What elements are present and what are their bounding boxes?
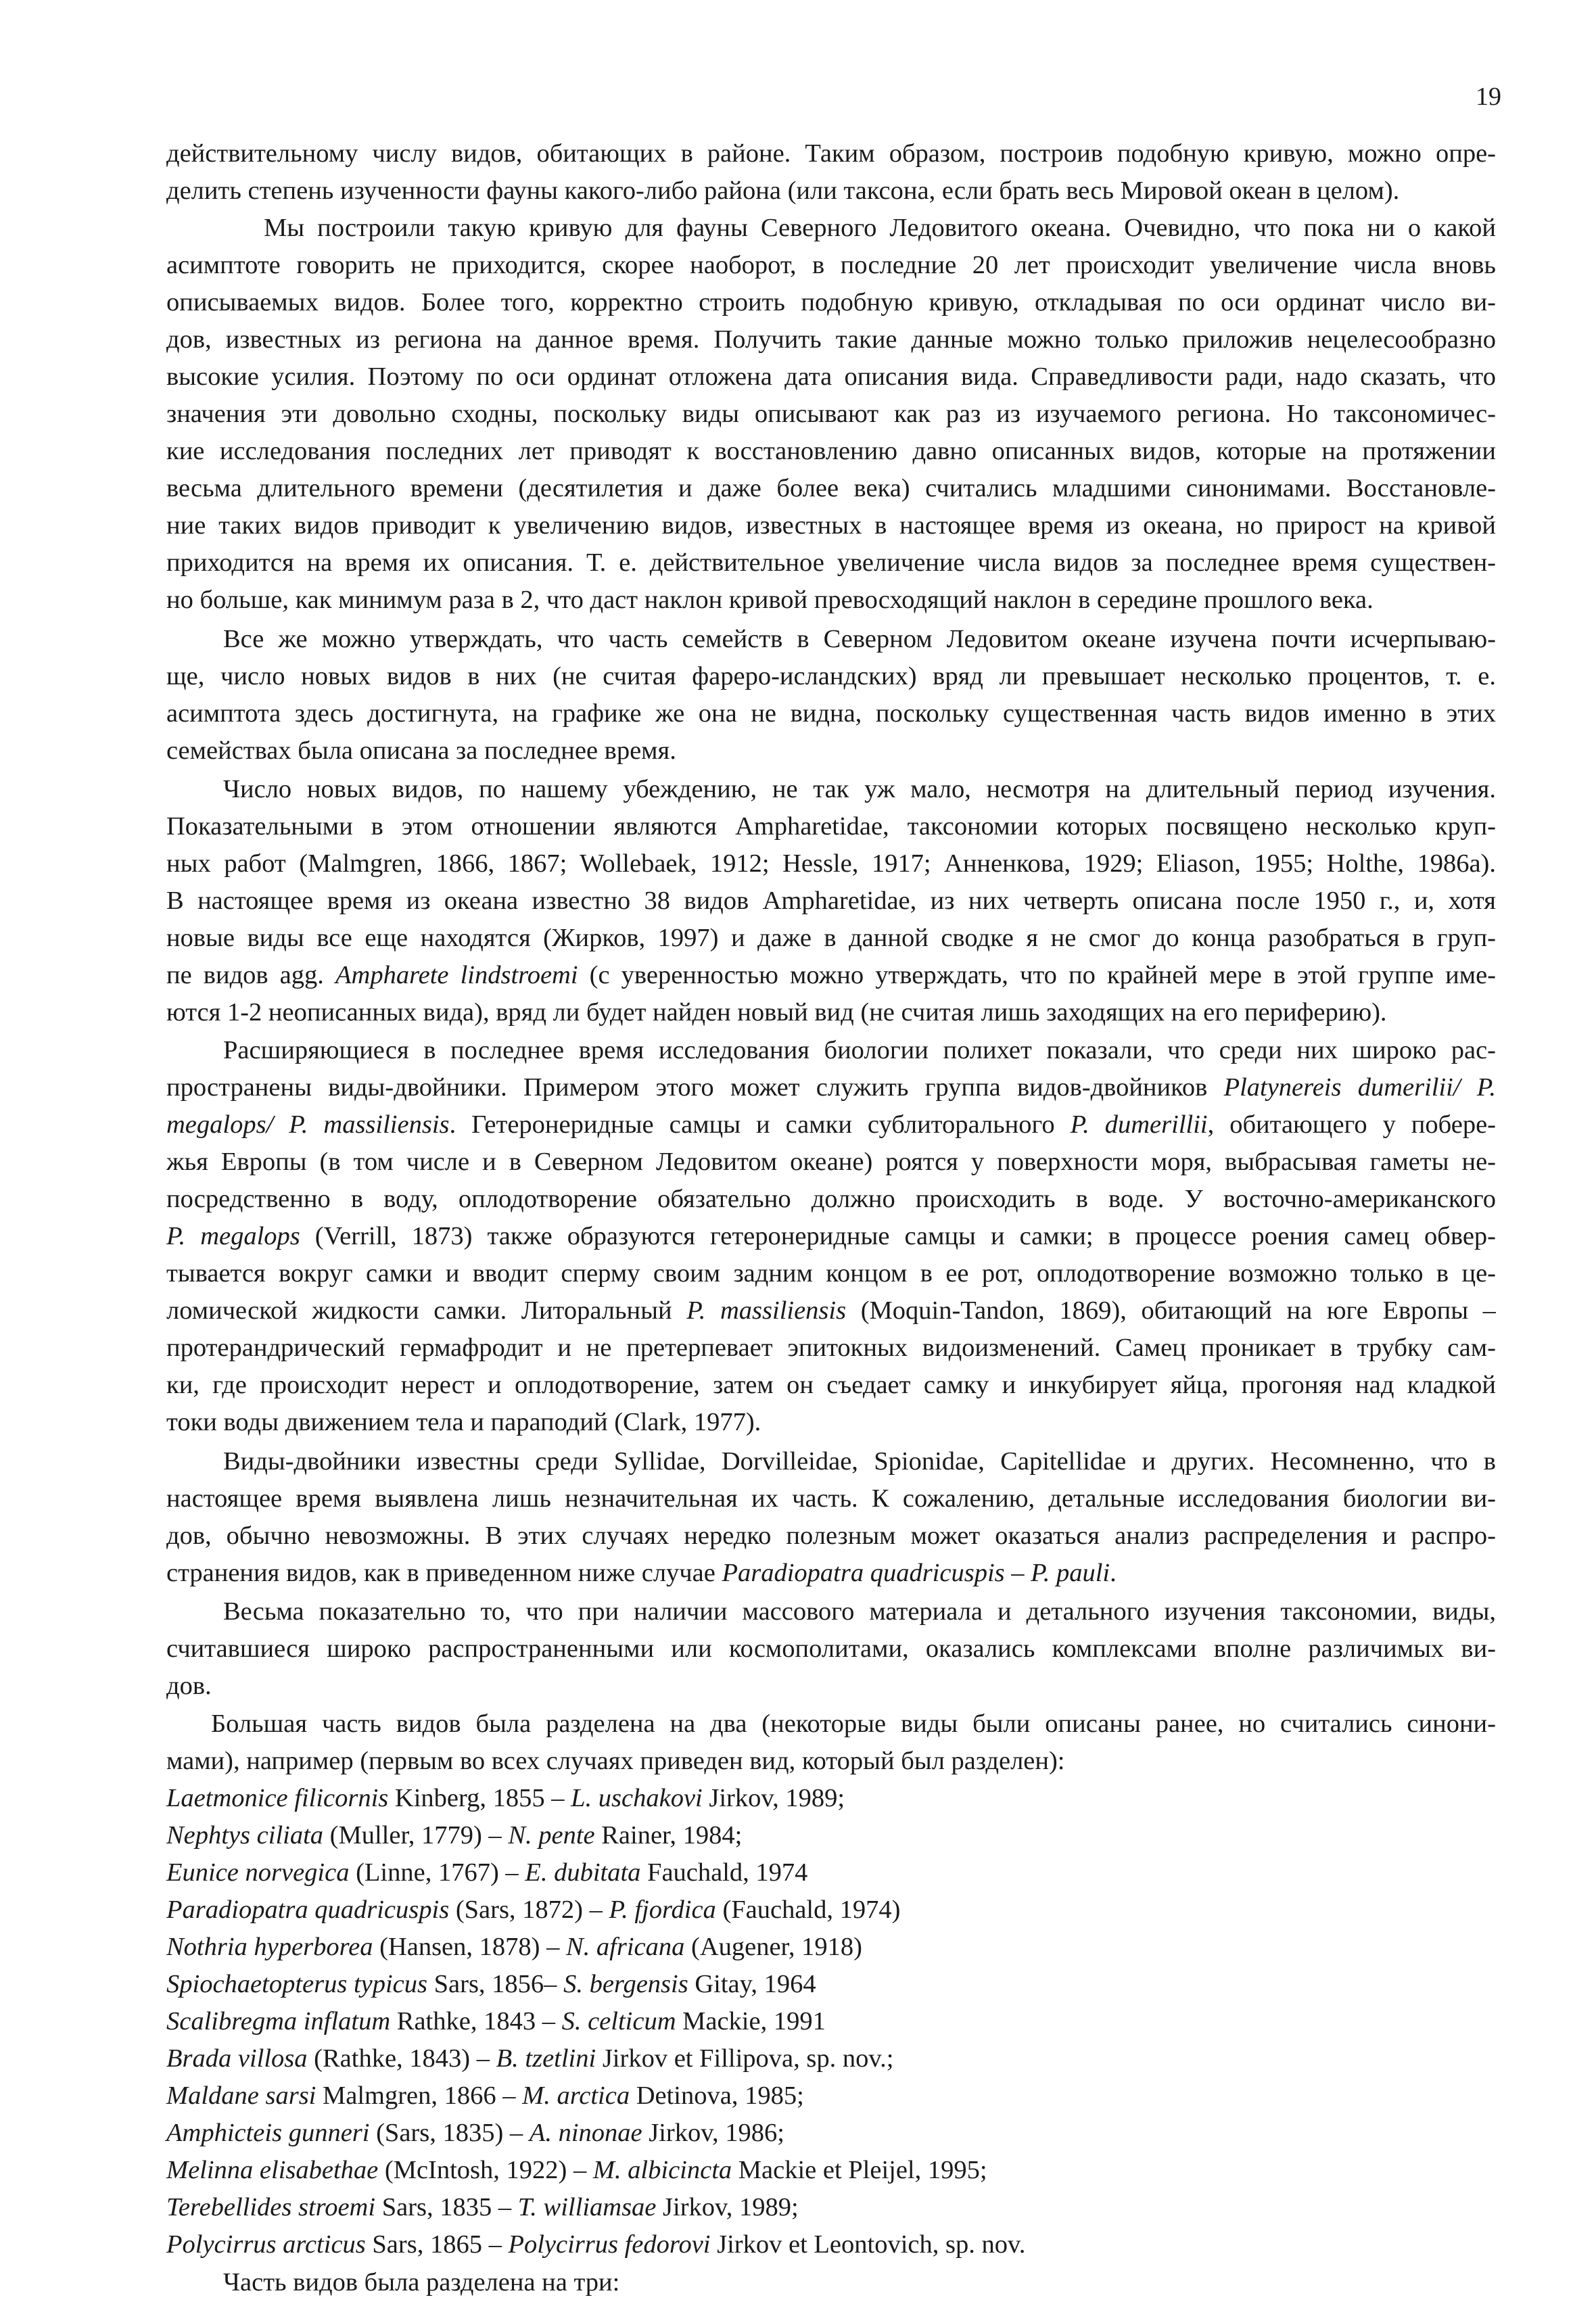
taxon-name: Brada villosa (166, 2044, 308, 2073)
taxon-name: T. williamsae (517, 2193, 657, 2221)
paragraph-2 (166, 210, 1496, 619)
text-span: , обитающего у побере- (1207, 1110, 1496, 1139)
taxon-name: Scalibregma inflatum (166, 2007, 391, 2036)
list-item (166, 2115, 1496, 2152)
taxon-name: P. massiliensis (686, 1296, 847, 1325)
text-line: ются 1-2 неописанных вида), вряд ли будет найден новый вид (не считая лишь заходящих на его периферию). (166, 998, 1387, 1027)
list-item (166, 1780, 1496, 1817)
text-line (166, 1292, 1496, 1330)
authority: Sars, 1865 – (365, 2230, 509, 2259)
authority: Kinberg, 1855 – (388, 1784, 571, 1812)
taxon-name: Polycirrus arcticus (166, 2230, 366, 2259)
page-number: 19 (1476, 83, 1501, 111)
taxon-name: P. dumerillii (1070, 1110, 1208, 1139)
taxon-name: P. fjordica (609, 1896, 716, 1924)
text-line: ки, где происходит нерест и оплодотворение, затем он съедает самку и инкубирует яйца, прогоняя над кладкой (166, 1371, 1496, 1399)
taxon-name: Platynereis dumerilii/ P. (1223, 1073, 1496, 1102)
paragraph-9 (166, 2264, 1496, 2301)
text-line: значения эти довольно сходны, поскольку виды описывают как раз из изучаемого региона. Но таксономичес- (166, 400, 1496, 428)
taxon-name: Ampharete lindstroemi (335, 961, 578, 989)
taxon-name: megalops/ P. massiliensis (166, 1110, 450, 1139)
text-line: дов, обычно невозможны. В этих случаях нередко полезным может оказаться анализ распределения и распро- (166, 1522, 1496, 1550)
text-line: ще, число новых видов в них (не считая фареро-исландских) вряд ли превышает несколько процентов, т. е. (166, 662, 1496, 690)
text-line: описываемых видов. Более того, корректно строить подобную кривую, откладывая по оси ординат число ви- (166, 288, 1496, 316)
authority: Malmgren, 1866 – (316, 2081, 523, 2110)
species-list (166, 1780, 1496, 2263)
authority: (Linne, 1767) – (349, 1858, 525, 1887)
text-span: странения видов, как в приведенном ниже случае (166, 1559, 722, 1587)
taxon-name: N. africana (565, 1933, 685, 1961)
text-line (166, 957, 1496, 994)
list-item (166, 2003, 1496, 2040)
text-line (166, 1069, 1496, 1106)
text-span: (с уверенностью можно утверждать, что по крайней мере в этой группе име- (578, 961, 1496, 989)
authority: Fauchald, 1974 (640, 1858, 808, 1887)
text-span: . Гетеронеридные самцы и самки сублиторального (449, 1110, 1071, 1139)
authority: Detinova, 1985; (630, 2081, 804, 2110)
taxon-name: Nephtys ciliata (166, 1821, 324, 1850)
authority: Jirkov, 1986; (642, 2119, 784, 2147)
list-item (166, 2189, 1496, 2226)
taxon-name: S. bergensis (563, 1970, 688, 1998)
paragraph-4 (166, 771, 1496, 1031)
text-line: настоящее время выявлена лишь незначительная их часть. К сожалению, детальные исследования биологии ви- (166, 1484, 1496, 1513)
authority: Rathke, 1843 – (390, 2007, 562, 2036)
text-line: дов, известных из региона на данное время. Получить такие данные можно только приложив нецелесообразно (166, 325, 1496, 354)
text-line: мами), например (первым во всех случаях приведен вид, который был разделен): (166, 1747, 1065, 1775)
paragraph-5 (166, 1032, 1496, 1441)
taxon-name: Paradiopatra quadricuspis – P. pauli (722, 1559, 1110, 1587)
text-line: приходится на время их описания. Т. е. действительное увеличение числа видов за последнее время существен- (166, 548, 1496, 577)
text-line: кие исследования последних лет приводят к восстановлению давно описанных видов, которые на протяжении (166, 437, 1496, 465)
text-line: Мы построили такую кривую для фауны Северного Ледовитого океана. Очевидно, что пока ни о какой (264, 214, 1496, 242)
text-span: (Verrill, 1873) также образуются гетеронеридные самцы и самки; в процессе роения самец обвер- (300, 1222, 1496, 1250)
text-line: Виды-двойники известны среди Syllidae, Dorvilleidae, Spionidae, Capitellidae и других. Несомненно, что в (223, 1447, 1496, 1476)
taxon-name: B. tzetlini (496, 2044, 596, 2073)
authority: (Rathke, 1843) – (307, 2044, 496, 2073)
text-line: ных работ (Malmgren, 1866, 1867; Wollebaek, 1912; Hessle, 1917; Анненкова, 1929; Eliason, 1955; Holthe, 1986a). (166, 849, 1496, 878)
text-line: но больше, как минимум раза в 2, что даст наклон кривой превосходящий наклон в середине прошлого века. (166, 586, 1374, 614)
list-item (166, 1854, 1496, 1891)
text-line: жья Европы (в том числе и в Северном Ледовитом океане) роятся у поверхности моря, выбрасывая гаметы не- (166, 1148, 1496, 1176)
text-line: Показательными в этом отношении являются Ampharetidae, таксономии которых посвящено несколько круп- (166, 812, 1496, 841)
taxon-name: Polycirrus fedorovi (508, 2230, 711, 2259)
text-line: токи воды движением тела и параподий (Clark, 1977). (166, 1408, 761, 1436)
paragraph-8 (166, 1705, 1496, 1780)
text-line: протерандрический гермафродит и не претерпевает эпитокных видоизменений. Самец проникает в трубку сам- (166, 1334, 1496, 1362)
authority: (Sars, 1872) – (449, 1896, 609, 1924)
text-line: считавшиеся широко распространенными или космополитами, оказались комплексами вполне различимых ви- (166, 1634, 1496, 1663)
text-line: Все же можно утверждать, что часть семейств в Северном Ледовитом океане изучена почти исчерпываю- (223, 625, 1496, 653)
taxon-name: Melinna elisabethae (166, 2156, 379, 2184)
list-item (166, 1891, 1496, 1929)
text-span: . (1110, 1559, 1117, 1587)
authority: (Hansen, 1878) – (373, 1933, 566, 1961)
authority: Gitay, 1964 (688, 1970, 816, 1998)
taxon-name: Paradiopatra quadricuspis (166, 1896, 450, 1924)
text-line (166, 1106, 1496, 1144)
authority: Jirkov, 1989; (656, 2193, 799, 2221)
text-line: Часть видов была разделена на три: (223, 2268, 620, 2297)
taxon-name: Maldane sarsi (166, 2081, 316, 2110)
authority: Jirkov et Leontovich, sp. nov. (710, 2230, 1026, 2259)
text-line: действительному числу видов, обитающих в районе. Таким образом, построив подобную кривую, можно опре- (166, 139, 1496, 168)
text-span: ломической жидкости самки. Литоральный (166, 1296, 687, 1325)
authority: (Augener, 1918) (684, 1933, 862, 1961)
text-line: асимптоте говорить не приходится, скорее наоборот, в последние 20 лет происходит увеличение числа вновь (166, 251, 1496, 279)
text-line: Расширяющиеся в последнее время исследования биологии полихет показали, что среди них широко рас- (223, 1036, 1496, 1064)
paragraph-6 (166, 1443, 1496, 1592)
text-line: новые виды все еще находятся (Жирков, 1997) и даже в данной сводке я не смог до конца разобраться в груп- (166, 924, 1496, 952)
text-line (166, 1555, 1496, 1592)
text-line (166, 1218, 1496, 1255)
list-item (166, 2040, 1496, 2077)
taxon-name: Terebellides stroemi (166, 2193, 376, 2221)
text-line: В настоящее время из океана известно 38 видов Ampharetidae, из них четверть описана после 1950 г., и, хотя (166, 887, 1496, 915)
text-line: весьма длительного времени (десятилетия и даже более века) считались младшими синонимами. Восстановле- (166, 474, 1496, 502)
paragraph-1 (166, 135, 1496, 210)
paragraph-7 (166, 1593, 1496, 1705)
authority: Rainer, 1984; (594, 1821, 743, 1850)
authority: Mackie, 1991 (676, 2007, 826, 2036)
list-item (166, 1817, 1496, 1854)
authority: Mackie et Pleijel, 1995; (732, 2156, 987, 2184)
taxon-name: A. ninonae (529, 2119, 642, 2147)
text-span: пе видов agg. (166, 961, 335, 989)
taxon-name: M. arctica (522, 2081, 630, 2110)
text-line: Весьма показательно то, что при наличии массового материала и детального изучения таксономии, виды, (223, 1597, 1496, 1626)
authority: Sars, 1856– (427, 1970, 564, 1998)
text-span: пространены виды-двойники. Примером этого может служить группа видов-двойников (166, 1073, 1224, 1102)
list-item (166, 1929, 1496, 1966)
list-item (166, 2077, 1496, 2115)
list-item (166, 2226, 1496, 2263)
text-line: дов. (166, 1672, 212, 1700)
taxon-name: M. albicincta (592, 2156, 732, 2184)
taxon-name: P. megalops (166, 1222, 300, 1250)
text-line: семействах была описана за последнее время. (166, 736, 676, 765)
taxon-name: L. uschakovi (571, 1784, 703, 1812)
text-line: Число новых видов, по нашему убеждению, не так уж мало, несмотря на длительный период изучения. (223, 775, 1496, 803)
taxon-name: S. celticum (561, 2007, 676, 2036)
list-item (166, 1966, 1496, 2003)
list-item (166, 2152, 1496, 2189)
text-line: делить степень изученности фауны какого-либо района (или таксона, если брать весь Мировой океан в целом). (166, 177, 1400, 205)
taxon-name: E. dubitata (525, 1858, 641, 1887)
text-line: ние таких видов приводит к увеличению видов, известных в настоящее время из океана, но прирост на кривой (166, 511, 1496, 540)
taxon-name: N. pente (508, 1821, 595, 1850)
taxon-name: Amphicteis gunneri (166, 2119, 370, 2147)
authority: (McIntosh, 1922) – (378, 2156, 593, 2184)
text-span: (Moquin-Tandon, 1869), обитающий на юге Европы – (846, 1296, 1496, 1325)
text-line: высокие усилия. Поэтому по оси ординат отложена дата описания вида. Справедливости ради, надо сказать, что (166, 362, 1496, 391)
authority: (Fauchald, 1974) (715, 1896, 901, 1924)
paragraph-3 (166, 621, 1496, 770)
authority: Jirkov et Fillipova, sp. nov.; (596, 2044, 894, 2073)
text-line: Большая часть видов была разделена на два (некоторые виды были описаны ранее, но считались синони- (211, 1710, 1496, 1738)
authority: (Sars, 1835) – (369, 2119, 530, 2147)
authority: (Muller, 1779) – (323, 1821, 509, 1850)
authority: Sars, 1835 – (375, 2193, 518, 2221)
authority: Jirkov, 1989; (702, 1784, 845, 1812)
text-line: посредственно в воду, оплодотворение обязательно должно происходить в воде. У восточно-американского (166, 1185, 1496, 1213)
taxon-name: Laetmonice filicornis (166, 1784, 389, 1812)
taxon-name: Nothria hyperborea (166, 1933, 373, 1961)
text-line: асимптота здесь достигнута, на графике же она не видна, поскольку существенная часть видов именно в этих (166, 699, 1496, 728)
taxon-name: Eunice norvegica (166, 1858, 350, 1887)
taxon-name: Spiochaetopterus typicus (166, 1970, 427, 1998)
text-line: тывается вокруг самки и вводит сперму своим задним концом в ее рот, оплодотворение возможно только в це- (166, 1259, 1496, 1288)
